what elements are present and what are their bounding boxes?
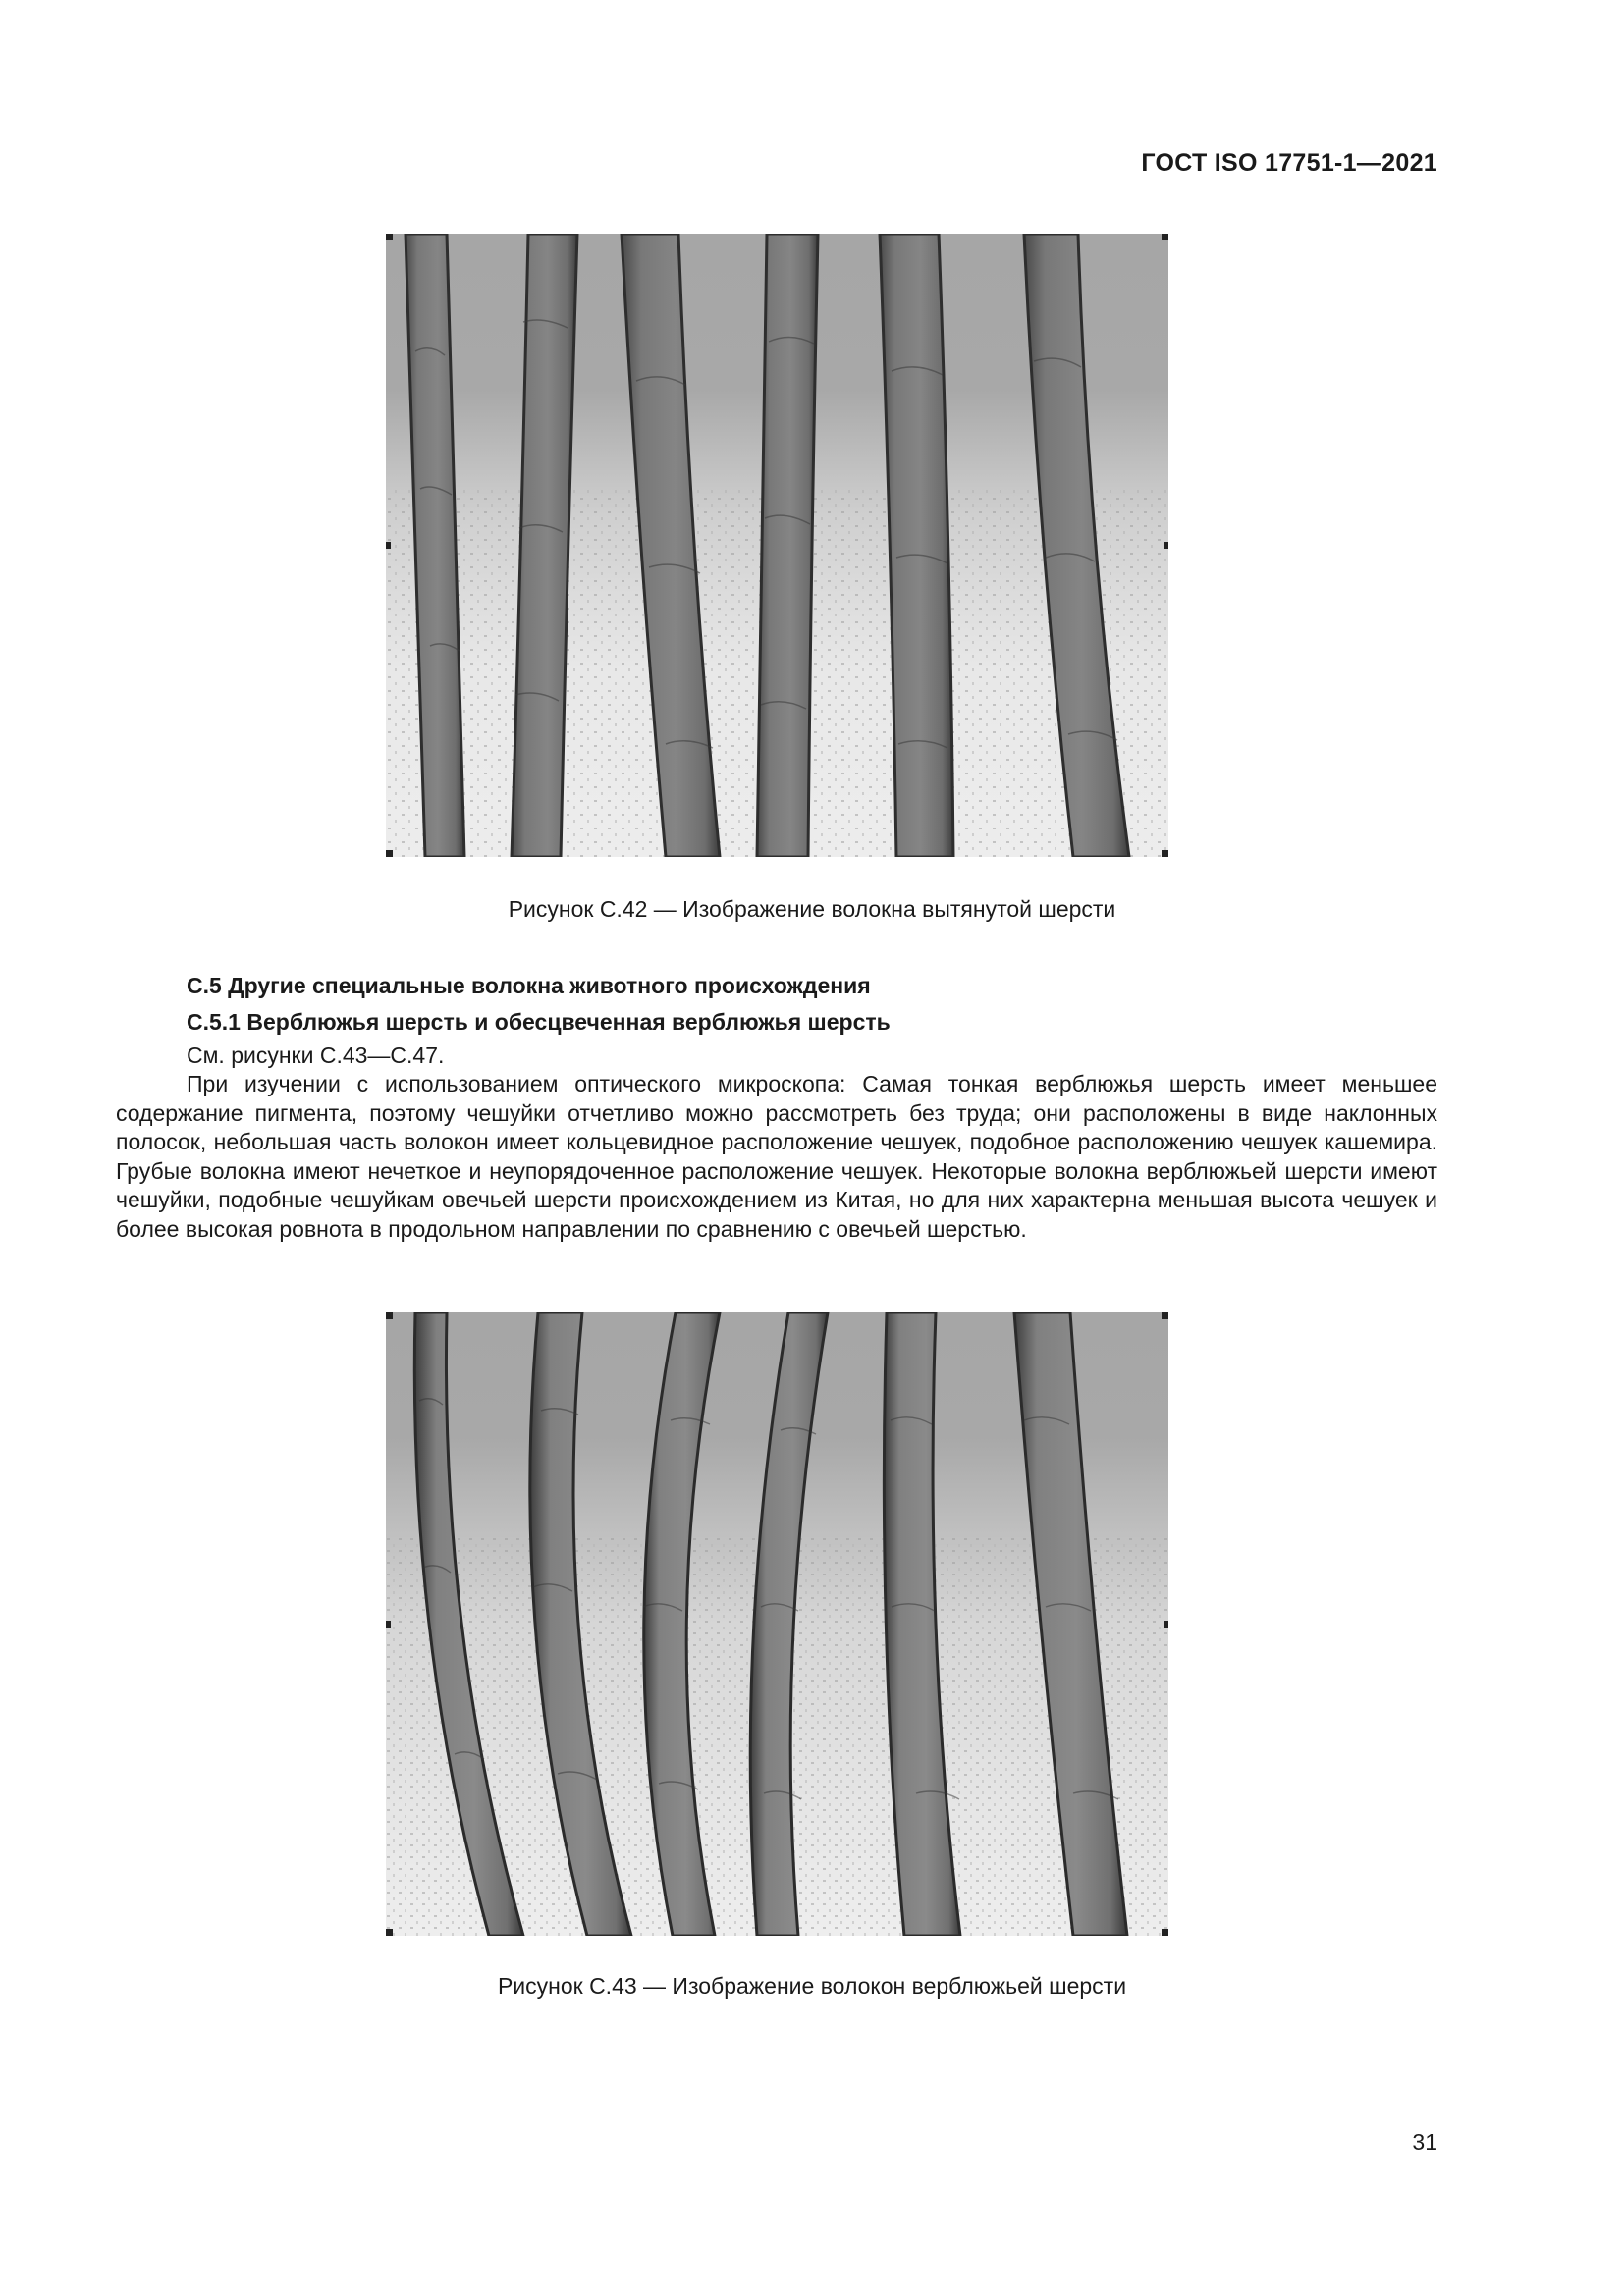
figure-c42-micrograph — [386, 234, 1168, 857]
figure-reference: См. рисунки С.43—С.47. — [187, 1042, 445, 1068]
page-number: 31 — [1412, 2129, 1437, 2155]
body-paragraph: При изучении с использованием оптического микроскопа: Самая тонкая верблюжья шерсть имеет меньшее содержание пигмента, поэтому чешуйки отчетливо можно рассмотреть без труда; они расположены в виде наклонных полосок, небольшая часть волокон имеет кольцевидное расположение чешуек, подобное расположению чешуек кашемира. Грубые волокна имеют нечеткое и неупорядоченное расположение чешуек. Некоторые волокна верблюжьей шерсти имеют чешуйки, подобные чешуйкам овечьей шерсти происхождением из Китая, но для них характерна меньшая высота чешуек и более высокая ровнота в продольном направлении по сравнению с овечьей шерстью. — [116, 1071, 1437, 1242]
section-c5-heading: С.5 Другие специальные волокна животного происхождения — [187, 973, 871, 998]
section-c51-heading: С.5.1 Верблюжья шерсть и обесцвеченная верблюжья шерсть — [187, 1009, 891, 1035]
figure-c42-caption: Рисунок С.42 — Изображение волокна вытянутой шерсти — [508, 896, 1116, 922]
figure-c43-micrograph — [386, 1312, 1168, 1936]
figure-c43-caption: Рисунок С.43 — Изображение волокон верблюжьей шерсти — [497, 1973, 1127, 1999]
standard-header: ГОСТ ISO 17751-1—2021 — [1141, 149, 1437, 177]
